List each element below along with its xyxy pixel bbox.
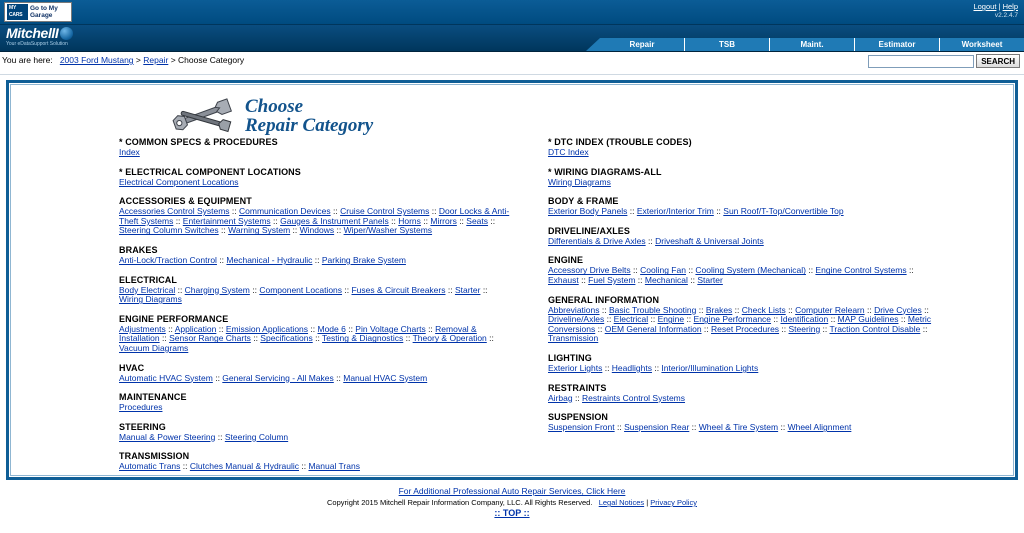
category-link[interactable]: Mode 6	[317, 323, 346, 334]
category-link[interactable]: Seats	[466, 215, 489, 226]
category-link[interactable]: Exhaust	[548, 274, 579, 285]
link-separator: ::	[388, 215, 399, 226]
link-separator: ::	[420, 215, 431, 226]
breadcrumb-row	[0, 52, 1024, 75]
link-separator: ::	[684, 314, 694, 325]
link-separator: ::	[312, 254, 322, 265]
category-group	[119, 167, 512, 188]
category-link[interactable]: Wiring Diagrams	[548, 176, 611, 187]
category-group-title: RESTRAINTS	[548, 382, 607, 393]
category-group	[548, 167, 1013, 188]
category-link[interactable]: Manual & Power Steering	[119, 431, 216, 442]
category-link[interactable]: Accessories Control Systems	[119, 206, 230, 217]
link-separator: ::	[308, 323, 318, 334]
category-link[interactable]: Engine	[657, 314, 685, 325]
category-link[interactable]: Traction Control Disable	[829, 323, 921, 334]
category-group-links	[548, 266, 940, 285]
link-separator: ::	[216, 254, 227, 265]
link-separator: ::	[330, 206, 341, 217]
category-group-links	[548, 364, 940, 374]
category-link[interactable]: Mechanical - Hydraulic	[226, 254, 313, 265]
brand-tagline: Your eDataSupport Solution	[6, 41, 68, 47]
category-link[interactable]: Basic Trouble Shooting	[608, 304, 697, 315]
category-group-title: ENGINE PERFORMANCE	[119, 313, 229, 324]
category-group	[119, 363, 512, 384]
category-group-title: BRAKES	[119, 244, 158, 255]
privacy-policy-link[interactable]: Privacy Policy	[650, 498, 697, 507]
category-link[interactable]: Airbag	[548, 392, 573, 403]
link-separator: ::	[403, 333, 413, 344]
link-separator: ::	[486, 333, 494, 344]
category-link[interactable]: Abbreviations	[548, 304, 600, 315]
copyright-text: Copyright 2015 Mitchell Repair Information Company, LLC. All Rights Reserved.	[327, 498, 593, 507]
breadcrumb-repair-link[interactable]: Repair	[143, 55, 169, 65]
category-link[interactable]: Wiring Diagrams	[119, 294, 182, 305]
category-group-title: ENGINE	[548, 255, 584, 266]
category-link[interactable]: Entertainment Systems	[182, 215, 271, 226]
link-separator: ::	[651, 362, 662, 373]
link-separator: ::	[215, 431, 225, 442]
category-group-title: TRANSMISSION	[119, 451, 190, 462]
category-group	[548, 383, 1013, 404]
category-link[interactable]: Brakes	[705, 304, 733, 315]
link-separator: ::	[249, 284, 260, 295]
link-separator: ::	[614, 422, 625, 433]
link-separator: ::	[696, 304, 706, 315]
page-title-line1: Choose	[245, 96, 304, 117]
category-link[interactable]: Identification	[780, 314, 829, 325]
category-link[interactable]: Manual Trans	[308, 461, 360, 472]
brand-name-label: MitchellI	[6, 25, 59, 41]
category-group-links	[119, 403, 511, 413]
search-button[interactable]: SEARCH	[976, 54, 1020, 68]
breadcrumb	[2, 55, 244, 65]
category-group-title: * WIRING DIAGRAMS-ALL	[548, 166, 662, 177]
link-separator: ::	[216, 323, 226, 334]
link-separator: ::	[713, 206, 724, 217]
category-link[interactable]: Charging System	[184, 284, 250, 295]
link-separator: ::	[572, 392, 583, 403]
category-group	[548, 255, 1013, 285]
category-link[interactable]: Check Lists	[741, 304, 786, 315]
category-link[interactable]: Fuel System	[588, 274, 636, 285]
category-group	[548, 295, 1013, 344]
category-group-title: HVAC	[119, 362, 145, 373]
tab-estimator[interactable]: Estimator	[855, 38, 940, 51]
link-separator: ::	[290, 225, 300, 236]
category-group-links	[548, 423, 940, 433]
tab-worksheet[interactable]: Worksheet	[940, 38, 1024, 51]
category-link[interactable]: OEM General Information	[604, 323, 702, 334]
category-link[interactable]: Anti-Lock/Traction Control	[119, 254, 217, 265]
top-right-links	[973, 2, 1018, 20]
category-group-links	[119, 148, 511, 158]
link-separator: ::	[159, 333, 170, 344]
category-group-title: * COMMON SPECS & PROCEDURES	[119, 137, 278, 147]
category-link[interactable]: Computer Relearn	[795, 304, 865, 315]
category-group-links	[119, 374, 511, 384]
version-label: v2.2.4.7	[994, 12, 1018, 19]
main-nav-tabs	[586, 25, 1024, 51]
search-input[interactable]	[868, 55, 974, 68]
breadcrumb-sep-2: >	[170, 55, 176, 65]
category-link[interactable]: Fuses & Circuit Breakers	[351, 284, 446, 295]
link-separator: ::	[701, 323, 712, 334]
link-separator: ::	[173, 215, 183, 226]
category-link[interactable]: Exterior Body Panels	[548, 206, 628, 217]
category-group	[548, 137, 1013, 158]
category-link[interactable]: Suspension Front	[548, 422, 615, 433]
category-link[interactable]: Accessory Drive Belts	[548, 265, 631, 276]
category-link[interactable]: Electrical	[613, 314, 649, 325]
category-link[interactable]: MAP Guidelines	[837, 314, 899, 325]
link-separator: ::	[779, 323, 789, 334]
link-separator: ::	[229, 206, 239, 217]
tab-repair[interactable]: Repair	[600, 38, 685, 51]
category-link[interactable]: DTC Index	[548, 147, 589, 157]
category-link[interactable]: Automatic Trans	[119, 461, 181, 472]
link-separator: ::	[218, 225, 229, 236]
link-separator: ::	[175, 284, 185, 295]
logout-link[interactable]: Logout	[973, 2, 997, 11]
page-footer	[0, 480, 1024, 519]
category-link[interactable]: Warning System	[228, 225, 291, 236]
category-group	[119, 196, 512, 236]
link-separator: ::	[921, 304, 929, 315]
link-separator: ::	[212, 372, 223, 383]
link-separator: ::	[425, 323, 436, 334]
category-link[interactable]: Cruise Control Systems	[340, 206, 430, 217]
category-link[interactable]: Index	[119, 147, 140, 157]
link-separator: ::	[732, 304, 742, 315]
category-link[interactable]: Body Electrical	[119, 284, 176, 295]
category-group-links	[119, 207, 511, 236]
category-link[interactable]: Steering	[788, 323, 821, 334]
category-group-title: GENERAL INFORMATION	[548, 294, 660, 305]
category-columns	[11, 137, 1013, 476]
category-group-links	[119, 178, 511, 188]
category-group-title: STEERING	[119, 421, 166, 432]
category-link[interactable]: Component Locations	[259, 284, 343, 295]
link-separator: ::	[635, 274, 645, 285]
category-link[interactable]: Engine Control Systems	[815, 265, 907, 276]
my-garage-button[interactable]	[4, 2, 72, 22]
category-link[interactable]: Mirrors	[430, 215, 457, 226]
link-separator: ::	[920, 323, 928, 334]
category-link[interactable]: Adjustments	[119, 323, 166, 334]
category-group-links	[548, 306, 940, 344]
category-group-title: SUSPENSION	[548, 412, 609, 423]
link-separator: ::	[345, 323, 356, 334]
brand-bar	[0, 25, 1024, 52]
category-group-links	[119, 462, 511, 472]
category-link[interactable]: Interior/Illumination Lights	[661, 362, 759, 373]
category-link[interactable]: Theory & Operation	[412, 333, 487, 344]
category-group	[548, 412, 1013, 433]
category-link[interactable]: Driveline/Axles	[548, 314, 605, 325]
my-garage-label: Go to My Garage	[30, 5, 58, 19]
category-link[interactable]: Specifications	[260, 333, 313, 344]
category-link[interactable]: Transmission	[548, 333, 599, 344]
category-group-links	[119, 256, 511, 266]
category-link[interactable]: Mechanical	[644, 274, 688, 285]
category-link[interactable]: Automatic HVAC System	[119, 372, 213, 383]
pro-services-link[interactable]: For Additional Professional Auto Repair Services, Click Here	[398, 486, 626, 496]
category-group-links	[119, 433, 511, 443]
category-group	[119, 275, 512, 305]
wrench-icon	[171, 95, 235, 138]
category-link[interactable]: Vacuum Diagrams	[119, 342, 189, 353]
right-column	[512, 137, 1013, 476]
brand-logo	[6, 26, 73, 47]
left-column	[11, 137, 512, 476]
link-separator: ::	[299, 461, 309, 472]
category-group-title: MAINTENANCE	[119, 392, 187, 403]
category-link[interactable]: Pin Voltage Charts	[355, 323, 426, 334]
category-link[interactable]: Steering Column Switches	[119, 225, 219, 236]
breadcrumb-vehicle-link[interactable]: 2003 Ford Mustang	[59, 55, 134, 65]
link-separator: ::	[165, 323, 175, 334]
category-group	[119, 392, 512, 413]
category-link[interactable]: Driveshaft & Universal Joints	[655, 235, 764, 246]
breadcrumb-sep-1: >	[135, 55, 141, 65]
link-separator: ::	[630, 265, 641, 276]
category-group	[119, 422, 512, 443]
tab-tsb[interactable]: TSB	[685, 38, 770, 51]
category-link[interactable]: General Servicing - All Makes	[222, 372, 334, 383]
breadcrumb-current: Choose Category	[178, 55, 245, 65]
category-link[interactable]: Removal & Installation	[119, 323, 477, 344]
link-separator: ::	[785, 304, 796, 315]
category-group-links	[119, 286, 511, 305]
category-group-title: LIGHTING	[548, 352, 592, 363]
link-separator: ::	[771, 314, 781, 325]
category-group-title: ELECTRICAL	[119, 274, 177, 285]
link-separator: ::	[689, 422, 699, 433]
category-link[interactable]: Steering Column	[224, 431, 289, 442]
category-link[interactable]: Door Locks & Anti-Theft Systems	[119, 206, 510, 226]
category-link[interactable]: Drive Cycles	[874, 304, 922, 315]
main-panel	[6, 80, 1018, 480]
category-link[interactable]: Cooling System (Mechanical)	[695, 265, 806, 276]
category-link[interactable]: Wheel Alignment	[787, 422, 852, 433]
category-group	[119, 245, 512, 266]
category-link[interactable]: Headlights	[611, 362, 652, 373]
category-link[interactable]: Manual HVAC System	[343, 372, 428, 383]
link-separator: ::	[898, 314, 908, 325]
nav-slant-decoration	[586, 38, 600, 51]
category-link[interactable]: Exterior/Interior Trim	[636, 206, 714, 217]
tab-maint[interactable]: Maint.	[770, 38, 855, 51]
category-link[interactable]: Sensor Range Charts	[169, 333, 251, 344]
link-separator: ::	[828, 314, 838, 325]
my-cars-logo: MY CARS	[7, 4, 28, 20]
link-separator: ::	[270, 215, 281, 226]
back-to-top-link[interactable]: :: TOP ::	[494, 508, 530, 518]
category-link[interactable]: Wiper/Washer Systems	[343, 225, 433, 236]
category-link[interactable]: Wheel & Tire System	[698, 422, 779, 433]
category-link[interactable]: Reset Procedures	[711, 323, 780, 334]
category-link[interactable]: Procedures	[119, 402, 163, 413]
category-link[interactable]: Emission Applications	[225, 323, 309, 334]
category-link[interactable]: Starter	[697, 274, 723, 285]
link-separator: ::	[250, 333, 261, 344]
category-group	[119, 451, 512, 472]
category-link[interactable]: Parking Brake System	[321, 254, 406, 265]
link-separator: ::	[820, 323, 830, 334]
category-group-title: * DTC INDEX (TROUBLE CODES)	[548, 137, 692, 147]
page-title-text	[245, 97, 373, 135]
brand-orb-icon	[60, 27, 73, 40]
category-group	[548, 226, 1013, 247]
category-link[interactable]: Differentials & Drive Axles	[548, 235, 646, 246]
link-separator: ::	[599, 304, 609, 315]
category-link[interactable]: Communication Devices	[239, 206, 331, 217]
link-separator: ::	[333, 372, 344, 383]
category-group-links	[119, 325, 511, 354]
category-group-title: * ELECTRICAL COMPONENT LOCATIONS	[119, 166, 301, 177]
help-link[interactable]: Help	[1002, 2, 1018, 11]
link-separator: ::	[778, 422, 788, 433]
category-link[interactable]: Clutches Manual & Hydraulic	[189, 461, 300, 472]
category-link[interactable]: Metric Conversions	[548, 314, 932, 334]
category-group-links	[548, 237, 940, 247]
link-separator: ::	[342, 284, 352, 295]
category-link[interactable]: Gauges & Instrument Panels	[280, 215, 389, 226]
link-separator: ::	[687, 274, 698, 285]
footer-sep: |	[646, 498, 649, 507]
link-separator: ::	[685, 265, 696, 276]
link-separator: ::	[480, 284, 488, 295]
category-group-links	[548, 394, 940, 404]
category-link[interactable]: Application	[174, 323, 217, 334]
legal-notices-link[interactable]: Legal Notices	[598, 498, 645, 507]
link-separator: ::	[604, 314, 614, 325]
page-title	[11, 85, 1013, 137]
link-separator: ::	[578, 274, 589, 285]
category-group	[119, 137, 512, 158]
link-separator: ::	[312, 333, 323, 344]
category-link[interactable]: Testing & Diagnostics	[322, 333, 404, 344]
category-link[interactable]: Cooling Fan	[640, 265, 686, 276]
category-link[interactable]: Engine Performance	[693, 314, 772, 325]
link-separator: ::	[906, 265, 914, 276]
top-bar	[0, 0, 1024, 25]
category-link[interactable]: Sun Roof/T-Top/Convertible Top	[723, 206, 844, 217]
category-link[interactable]: Windows	[299, 225, 335, 236]
breadcrumb-prefix: You are here:	[2, 55, 53, 65]
link-divider: |	[998, 2, 1001, 11]
category-group-title: DRIVELINE/AXLES	[548, 225, 631, 236]
category-group-links	[548, 207, 940, 217]
link-separator: ::	[334, 225, 344, 236]
link-separator: ::	[627, 206, 637, 217]
category-link[interactable]: Restraints Control Systems	[582, 392, 686, 403]
category-group-title: ACCESSORIES & EQUIPMENT	[119, 196, 252, 207]
category-link[interactable]: Starter	[454, 284, 481, 295]
category-link[interactable]: Suspension Rear	[624, 422, 690, 433]
link-separator: ::	[595, 323, 605, 334]
category-link[interactable]: Horns	[398, 215, 421, 226]
category-group-links	[548, 148, 940, 158]
panel-inner	[10, 84, 1014, 476]
page-title-line2: Repair Category	[245, 115, 374, 136]
link-separator: ::	[180, 461, 190, 472]
search-area	[868, 54, 1020, 68]
category-group-links	[548, 178, 940, 188]
link-separator: ::	[456, 215, 467, 226]
link-separator: ::	[864, 304, 875, 315]
link-separator: ::	[805, 265, 816, 276]
link-separator: ::	[645, 235, 656, 246]
category-group	[119, 314, 512, 354]
category-group-title: BODY & FRAME	[548, 196, 619, 207]
link-separator: ::	[445, 284, 455, 295]
link-separator: ::	[429, 206, 439, 217]
link-separator: ::	[602, 362, 612, 373]
category-group	[548, 353, 1013, 374]
category-group	[548, 196, 1013, 217]
category-link[interactable]: Electrical Component Locations	[119, 176, 239, 187]
link-separator: ::	[648, 314, 658, 325]
link-separator: ::	[488, 215, 496, 226]
category-link[interactable]: Exterior Lights	[548, 362, 603, 373]
